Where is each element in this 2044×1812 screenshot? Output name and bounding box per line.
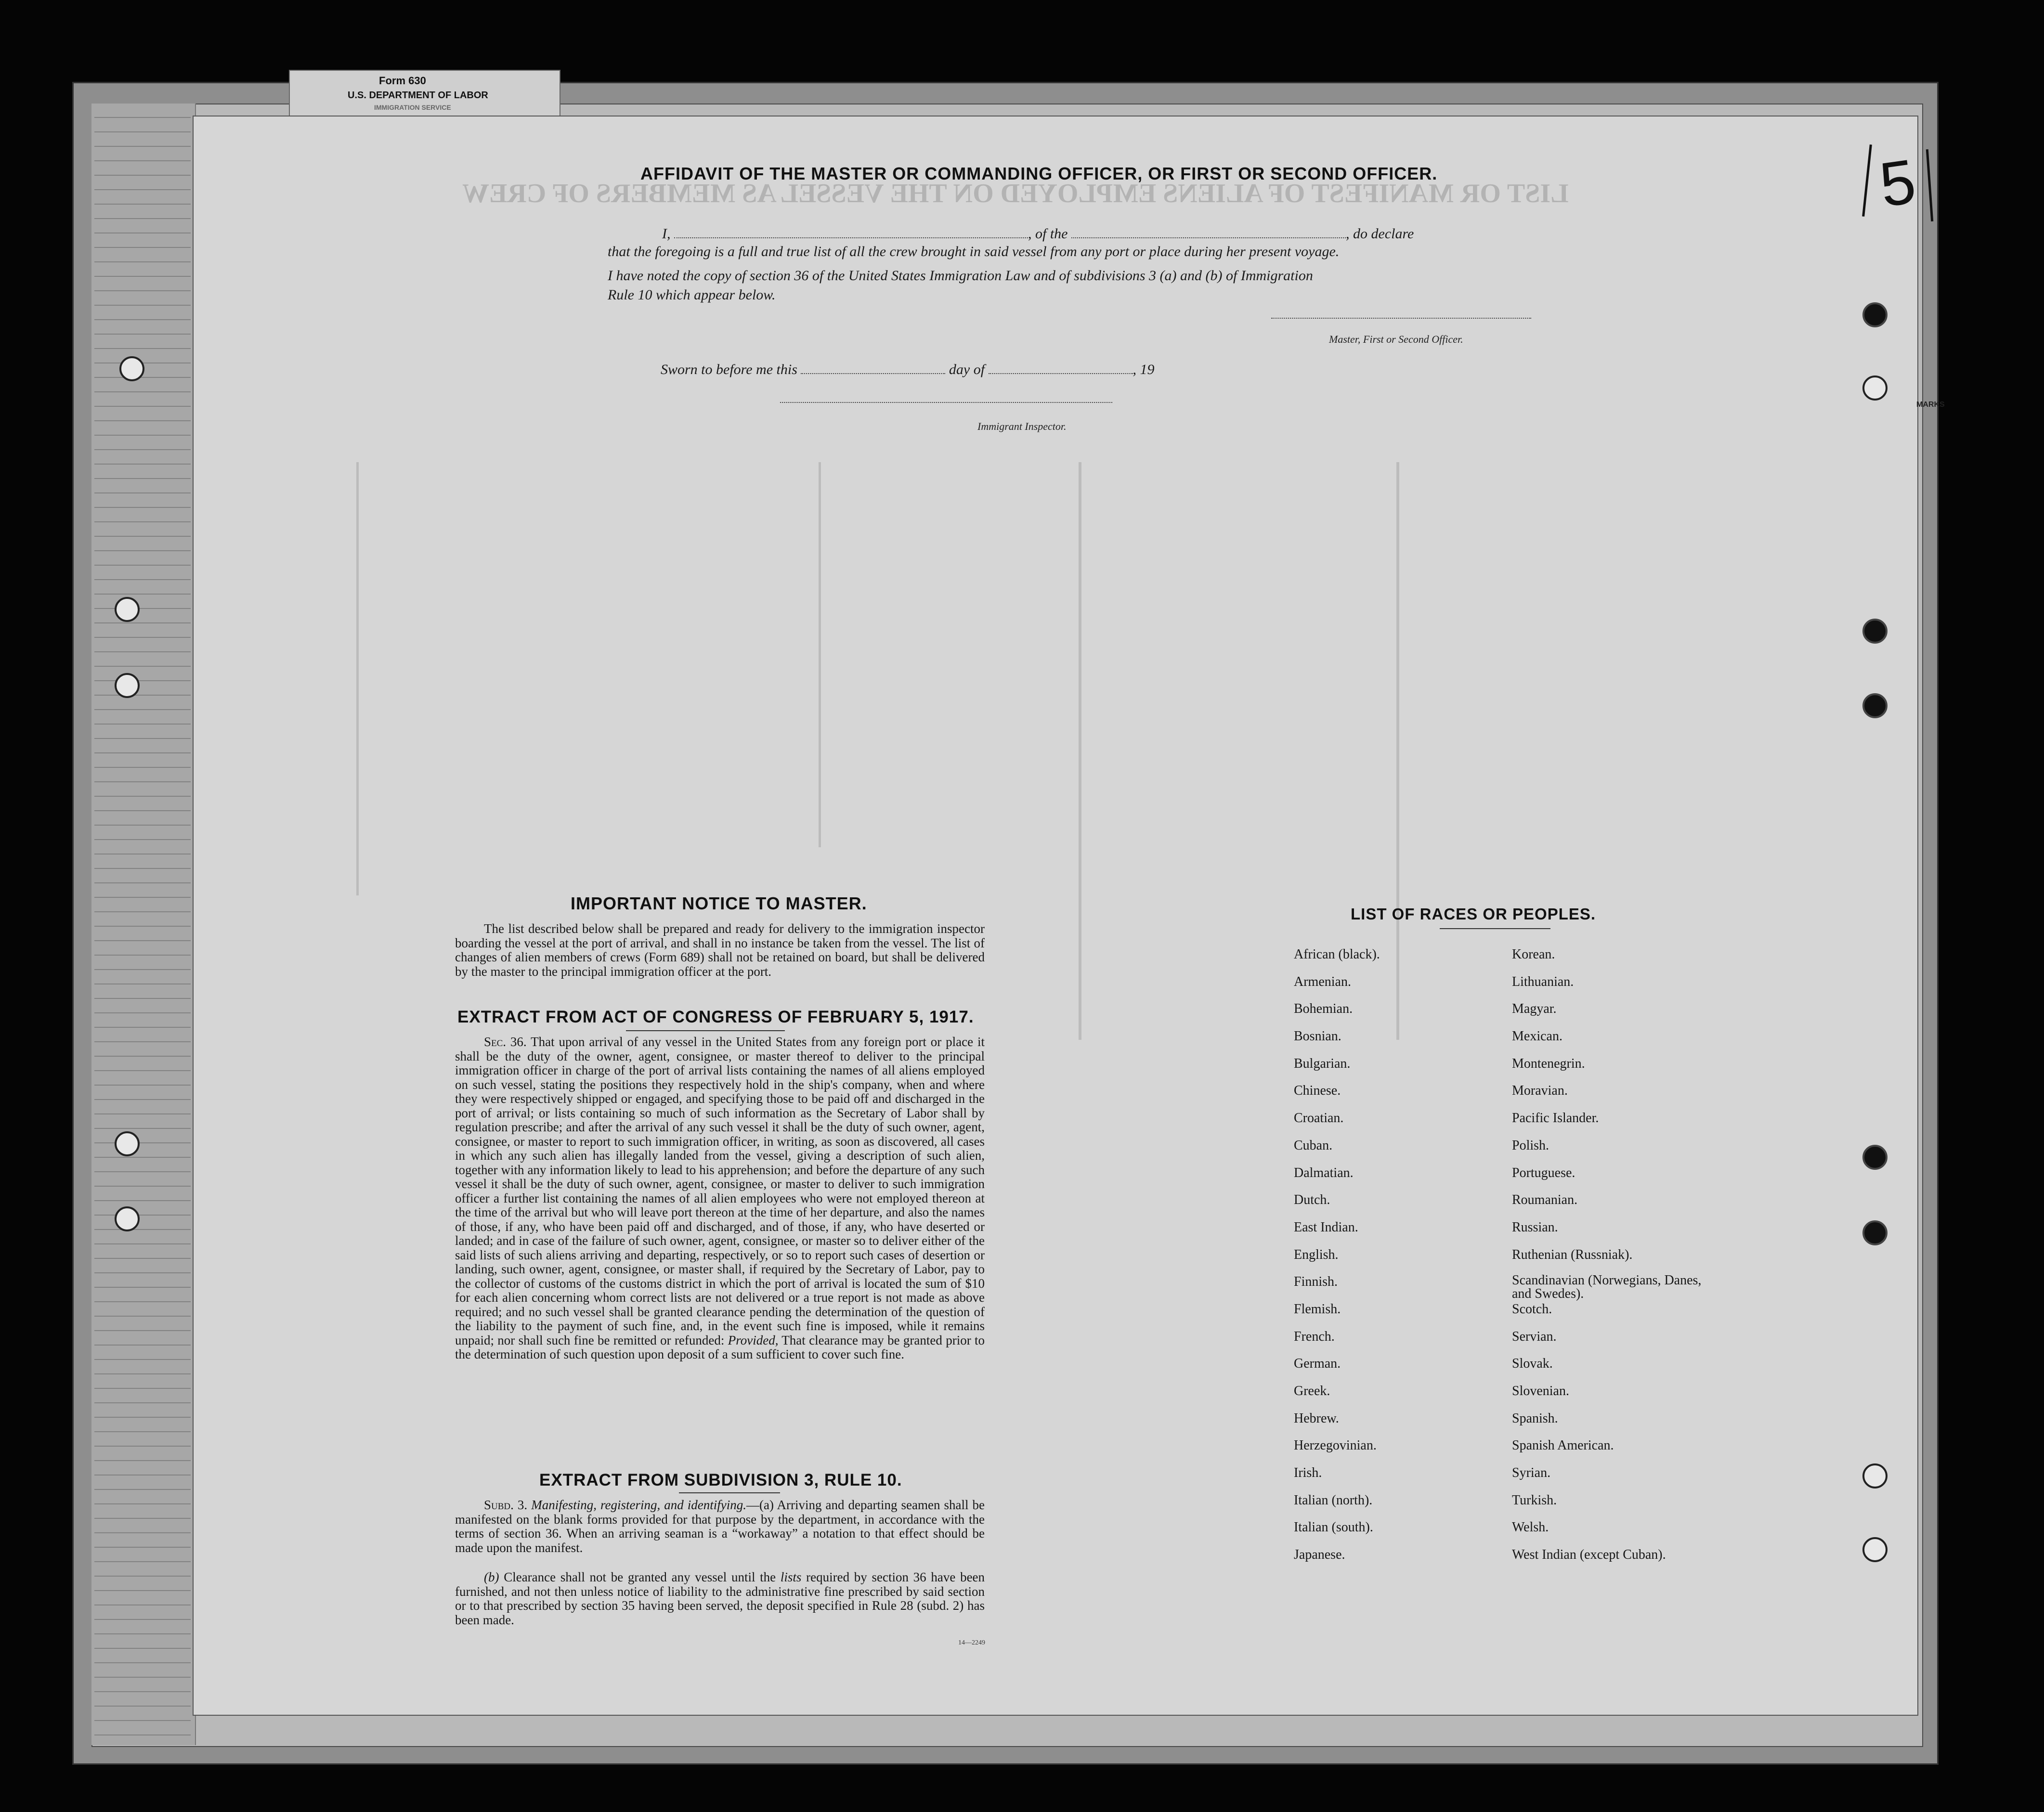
title-rule: [679, 1492, 780, 1493]
subdivision-label: Subd. 3.: [484, 1498, 528, 1512]
name-blank: [674, 237, 1028, 238]
race-item: German.: [1294, 1356, 1341, 1372]
rule-extract-title: EXTRACT FROM SUBDIVISION 3, RULE 10.: [539, 1471, 902, 1489]
race-item: Ruthenian (Russniak).: [1512, 1247, 1633, 1262]
binding-hole: [115, 1131, 140, 1156]
affidavit-of-the: , of the: [1028, 226, 1068, 242]
race-item: Portuguese.: [1512, 1165, 1575, 1180]
binding-hole: [115, 597, 140, 622]
race-item: Bohemian.: [1294, 1001, 1353, 1017]
race-item: Russian.: [1512, 1219, 1558, 1235]
ruled-margin-lines: [94, 104, 191, 1745]
race-item: Irish.: [1294, 1465, 1322, 1481]
race-item: Magyar.: [1512, 1001, 1557, 1017]
clause-a-text: Arriving and departing seamen shall be manifested on the blank forms provided for that purpose by the department, in accordance with the terms of section 36. When an arriving seaman is a “workaway” a notation to that effect should be made upon the manifest.: [455, 1498, 985, 1555]
race-item: East Indian.: [1294, 1219, 1358, 1235]
race-item: Italian (north).: [1294, 1492, 1373, 1508]
race-item: Finnish.: [1294, 1274, 1338, 1290]
sworn-day-blank: [801, 373, 945, 374]
title-rule: [626, 1030, 785, 1031]
binding-margin: [91, 104, 196, 1745]
department-label: U.S. DEPARTMENT OF LABOR: [348, 90, 488, 101]
bleed-column-rule: [356, 462, 359, 895]
affidavit-title: AFFIDAVIT OF THE MASTER OR COMMANDING OFFICER, OR FIRST OR SECOND OFFICER.: [640, 164, 1438, 183]
race-item: Cuban.: [1294, 1138, 1333, 1153]
races-left-column: [1294, 946, 1496, 1574]
race-item: Herzegovinian.: [1294, 1438, 1377, 1453]
race-item: Welsh.: [1512, 1520, 1549, 1535]
inspector-label: Immigrant Inspector.: [977, 420, 1067, 432]
sworn-line: [661, 361, 1155, 378]
act-extract-body: [455, 1035, 985, 1362]
service-label: IMMIGRATION SERVICE: [374, 104, 451, 111]
races-right-column: [1512, 946, 1743, 1574]
bleed-through-title: LIST OR MANIFEST OF ALIENS EMPLOYED ON THE VESSEL AS MEMBERS OF CREW: [462, 179, 1569, 208]
race-item: French.: [1294, 1329, 1335, 1344]
binding-hole: [119, 356, 144, 381]
race-item: African (black).: [1294, 947, 1380, 962]
race-item: Montenegrin.: [1512, 1056, 1585, 1071]
affidavit-i: I,: [662, 226, 671, 242]
binding-hole: [1862, 302, 1888, 327]
rule-extract-a: [455, 1498, 985, 1555]
binding-hole: [1862, 693, 1888, 718]
signature-blank: [1271, 318, 1531, 319]
race-item: Flemish.: [1294, 1301, 1341, 1317]
race-item: Chinese.: [1294, 1083, 1341, 1099]
race-item: English.: [1294, 1247, 1339, 1262]
race-item: Dutch.: [1294, 1192, 1330, 1208]
binding-hole: [115, 673, 140, 698]
act-extract-title: EXTRACT FROM ACT OF CONGRESS OF FEBRUARY 5, 1917.: [457, 1008, 974, 1026]
race-item: Roumanian.: [1512, 1192, 1578, 1208]
race-item: Bosnian.: [1294, 1029, 1341, 1044]
bleed-column-rule: [819, 462, 821, 847]
race-item: Turkish.: [1512, 1492, 1557, 1508]
sworn-start: Sworn to before me this: [661, 362, 797, 377]
bleed-column-rule: [1079, 462, 1081, 1040]
clause-a-label: —(a): [746, 1498, 774, 1512]
rule-extract-b: [455, 1570, 985, 1627]
binding-hole: [1862, 1463, 1888, 1488]
sworn-year: , 19: [1133, 362, 1155, 377]
clause-b-text-2: required by section 36 have been furnished, and not then unless notice of liability to the administrative fine prescribed by said section or to that prescribed by section 35 having been served, the deposit specified in Rule 28 (subd. 2) has been made.: [455, 1570, 985, 1627]
affidavit-declare: , do declare: [1346, 226, 1414, 242]
proviso-label: Provided,: [728, 1333, 779, 1347]
race-item: Servian.: [1512, 1329, 1557, 1344]
binding-hole: [1862, 1145, 1888, 1170]
race-item: Syrian.: [1512, 1465, 1551, 1481]
affidavit-line-3: I have noted the copy of section 36 of the United States Immigration Law and of subdivisions 3 (a) and (b) of Immigration: [608, 268, 1313, 284]
race-item: Armenian.: [1294, 974, 1351, 989]
sworn-day: day of: [949, 362, 985, 377]
section-label: Sec. 36.: [484, 1035, 527, 1049]
binding-hole: [1862, 1220, 1888, 1245]
race-item: Slovenian.: [1512, 1384, 1569, 1398]
race-item: Korean.: [1512, 947, 1555, 962]
race-item: Lithuanian.: [1512, 974, 1574, 989]
race-item: Hebrew.: [1294, 1411, 1339, 1426]
race-item: Scotch.: [1512, 1301, 1552, 1317]
clause-b-label: (b): [484, 1570, 499, 1584]
race-item: Dalmatian.: [1294, 1165, 1354, 1180]
race-item: Moravian.: [1512, 1083, 1568, 1099]
race-item: Japanese.: [1294, 1547, 1345, 1563]
race-item: Italian (south).: [1294, 1520, 1373, 1535]
race-item: Spanish.: [1512, 1411, 1558, 1426]
clause-b-text-1: Clearance shall not be granted any vessel until the: [504, 1570, 776, 1584]
signature-label: Master, First or Second Officer.: [1329, 333, 1463, 345]
race-item: Slovak.: [1512, 1356, 1553, 1372]
form-number: Form 630: [379, 75, 426, 87]
race-item: West Indian (except Cuban).: [1512, 1547, 1666, 1563]
inspector-blank: [780, 402, 1112, 403]
title-rule: [1440, 928, 1550, 929]
remarks-label: MARKS: [1916, 401, 1945, 409]
race-item: Greek.: [1294, 1384, 1330, 1398]
race-item: Bulgarian.: [1294, 1056, 1351, 1071]
race-item: Spanish American.: [1512, 1438, 1614, 1453]
binding-hole: [1862, 619, 1888, 644]
notice-title: IMPORTANT NOTICE TO MASTER.: [571, 893, 867, 913]
affidavit-line-1: [662, 225, 1414, 243]
clause-b-lists: lists: [780, 1570, 802, 1584]
race-item: Mexican.: [1512, 1029, 1562, 1044]
notice-body: The list described below shall be prepared and ready for delivery to the immigration inspector boarding the vessel at the port of arrival, and shall in no instance be taken from the vessel. The list of changes of alien members of crews (Form 689) shall not be retained on board, but shall be delivered by the master to the principal immigration officer at the port.: [455, 921, 985, 979]
races-title: LIST OF RACES OR PEOPLES.: [1351, 905, 1596, 923]
page-number: 5: [1875, 145, 1920, 220]
proviso-text: That clearance may be granted prior to the determination of such question upon deposit of a sum sufficient to cover such fine.: [455, 1333, 985, 1361]
binding-hole: [1862, 1537, 1888, 1562]
binding-hole: [1862, 375, 1888, 401]
sworn-month-blank: [989, 373, 1133, 374]
vessel-blank: [1071, 237, 1346, 238]
race-item: Croatian.: [1294, 1111, 1344, 1126]
race-item: Pacific Islander.: [1512, 1111, 1599, 1126]
subdivision-heading: Manifesting, registering, and identifying.: [531, 1498, 746, 1512]
binding-hole: [115, 1206, 140, 1231]
race-item: Scandinavian (Norwegians, Danes, and Swedes).: [1512, 1273, 1702, 1302]
affidavit-line-4: Rule 10 which appear below.: [608, 287, 776, 303]
print-code: 14—2249: [958, 1639, 985, 1646]
section-text: That upon arrival of any vessel in the United States from any foreign port or place it shall be the duty of the owner, agent, consignee, or master thereof to deliver to the principal immigration officer in charge of the port of arrival lists containing the names of all aliens employed on such vessel, stating the positions they respectively hold in the ship's company, when and where they were respectively shipped or engaged, and specifying those to be paid off and discharged in the port of arrival; or lists containing so much of such information as the Secretary of Labor shall by regulation prescribe; and after the arrival of any such vessel it shall be the duty of such owner, agent, consignee, or master to report to such immigration officer, in writing, as soon as discovered, all cases in which any such alien has illegally landed from the vessel, giving a description of such alien, together with any information likely to lead to his apprehension; and before the departure of any such vessel it shall be the duty of such owner, agent, consignee, or master to deliver to such immigration officer a further list containing the names of all alien employees who were not employed thereon at the time of the arrival but who will leave port thereon at the time of her departure, and also the names of those, if any, who have been paid off and discharged, and of those, if any, who have deserted or landed; and in case of the failure of such owner, agent, consignee, or master so to deliver either of the said lists of such aliens arriving and departing, respectively, or so to report such cases of desertion or landing, such owner, agent, consignee, or master shall, if required by the Secretary of Labor, pay to the collector of customs of the customs district in which the port of arrival is located the sum of $10 for each alien concerning whom correct lists are not delivered or a true report is not made as above required; and no such vessel shall be granted clearance pending the determination of the question of the liability to the payment of such fine, and, in the event such fine is imposed, while it remains unpaid; nor shall such fine be remitted or refunded:: [455, 1035, 985, 1347]
affidavit-line-2: that the foregoing is a full and true list of all the crew brought in said vessel from any port or place during her present voyage.: [608, 244, 1340, 259]
race-item: Polish.: [1512, 1138, 1549, 1153]
